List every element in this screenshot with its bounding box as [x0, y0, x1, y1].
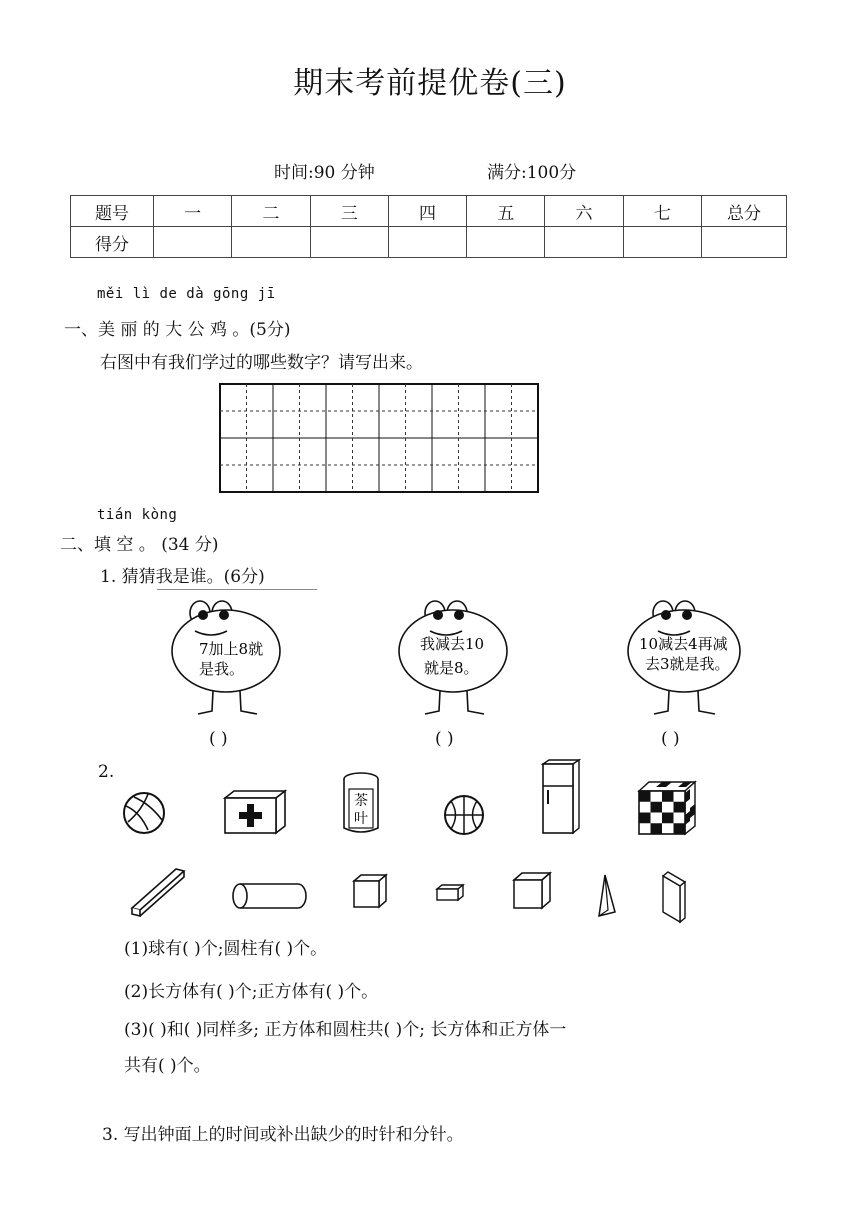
tea-can-icon — [340, 770, 382, 836]
score-cell[interactable] — [545, 227, 623, 258]
q2-line-4: 共有( )个。 — [124, 1056, 211, 1076]
score-col-6: 六 — [545, 196, 623, 227]
score-header-label: 题号 — [71, 196, 154, 227]
score-col-7: 七 — [623, 196, 701, 227]
cylinder-icon — [230, 880, 310, 912]
q2-line-2: (2)长方体有( )个;正方体有( )个。 — [124, 982, 379, 1002]
score-col-1: 一 — [154, 196, 232, 227]
score-table-score-row — [71, 227, 787, 258]
q2-label: 2. — [98, 762, 115, 782]
section1-question: 右图中有我们学过的哪些数字？请写出来。 — [100, 353, 423, 373]
bubble-1-line-1: 7加上8就 — [199, 640, 264, 658]
bubble-character-2 — [393, 595, 513, 720]
answer-blank-1[interactable]: ( ) — [209, 729, 228, 749]
bubble-2-line-1: 我减去10 — [420, 635, 485, 653]
q1-label: 1. 猜猜我是谁。(6分) — [100, 567, 265, 587]
score-col-4: 四 — [388, 196, 466, 227]
section2-pinyin: tián kòng — [97, 507, 178, 523]
page-title: 期末考前提优卷(三) — [293, 66, 567, 101]
cube-small-icon — [351, 872, 389, 910]
score-col-total: 总分 — [702, 196, 787, 227]
q2-line-3: (3)( )和( )同样多; 正方体和圆柱共( )个; 长方体和正方体一 — [124, 1020, 567, 1040]
full-score: 满分:100分 — [487, 163, 577, 183]
basketball-icon — [442, 793, 486, 837]
score-cell[interactable] — [310, 227, 388, 258]
bubble-3-line-2: 去3就是我。 — [645, 655, 730, 673]
exam-time: 时间:90 分钟 — [274, 163, 375, 183]
small-cuboid-icon — [434, 882, 466, 904]
writing-grid[interactable] — [218, 382, 540, 494]
volleyball-icon — [120, 790, 168, 836]
score-cell[interactable] — [623, 227, 701, 258]
triangular-piece-icon — [595, 872, 619, 918]
q3-label: 3. 写出钟面上的时间或补出缺少的时针和分针。 — [102, 1125, 464, 1145]
bubble-2-line-2: 就是8。 — [424, 659, 479, 677]
score-cell[interactable] — [232, 227, 310, 258]
score-cell[interactable] — [154, 227, 232, 258]
section1-heading: 一、美 丽 的 大 公 鸡 。(5分) — [64, 320, 291, 340]
score-row-label: 得分 — [71, 227, 154, 258]
thin-cuboid-icon — [660, 870, 688, 924]
answer-blank-2[interactable]: ( ) — [435, 729, 454, 749]
section1-pinyin: měi lì de dà gōng jī — [97, 286, 276, 302]
score-table — [70, 195, 787, 258]
bubble-character-1 — [165, 595, 285, 720]
q1-underline — [157, 589, 317, 590]
refrigerator-icon — [540, 758, 582, 836]
can-label-bottom: 叶 — [354, 811, 368, 827]
q2-line-1: (1)球有( )个;圆柱有( )个。 — [124, 939, 328, 959]
answer-blank-3[interactable]: ( ) — [661, 729, 680, 749]
score-table-header-row — [71, 196, 787, 227]
stick-icon — [128, 866, 188, 918]
can-label-top: 茶 — [354, 793, 368, 809]
cube-icon — [511, 870, 553, 912]
score-cell[interactable] — [467, 227, 545, 258]
rubiks-cube-icon — [636, 779, 698, 837]
bubble-3-line-1: 10减去4再减 — [639, 635, 728, 653]
score-col-2: 二 — [232, 196, 310, 227]
first-aid-box-icon — [222, 788, 288, 836]
section2-heading: 二、填 空 。 (34 分) — [60, 535, 219, 555]
score-cell[interactable] — [702, 227, 787, 258]
bubble-character-3 — [623, 595, 753, 720]
bubble-1-line-2: 是我。 — [199, 660, 245, 678]
score-col-3: 三 — [310, 196, 388, 227]
score-cell[interactable] — [388, 227, 466, 258]
score-col-5: 五 — [467, 196, 545, 227]
